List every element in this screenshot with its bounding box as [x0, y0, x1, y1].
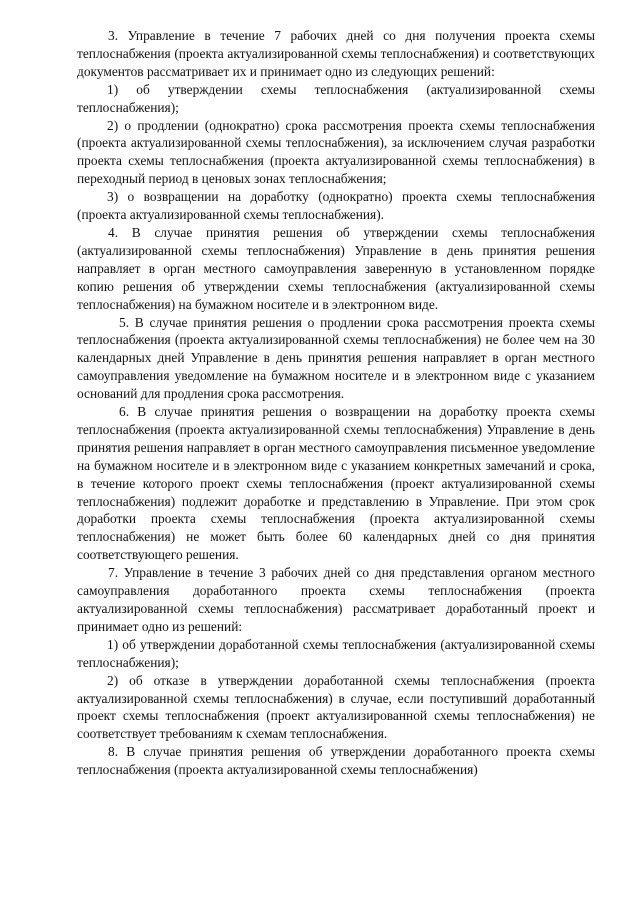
paragraph-item-6: 6. В случае принятия решения о возвращении на доработку проекта схемы теплоснабжения (проекта актуализированной схемы теплоснабжения) Управление в день принятия решения направляет в орган местного самоуправления письменное уведомление на бумажном носителе и в электронном виде с указанием конкретных замечаний и срока, в течение которого проект схемы теплоснабжения (проект актуализированной схемы теплоснабжения) подлежит доработке и представлению в Управление. При этом срок доработки проекта схемы теплоснабжения (проекта актуализированной схемы теплоснабжения) не может быть более 60 календарных дней со дня принятия соответствующего решения.	[77, 404, 595, 563]
paragraph-item-5: 5. В случае принятия решения о продлении срока рассмотрения проекта схемы теплоснабжения (проекта актуализированной схемы теплоснабжения) не более чем на 30 календарных дней Управление в день принятия решения направляет в орган местного самоуправления уведомление на бумажном носителе и в электронном виде с указанием оснований для продления срока рассмотрения.	[77, 314, 595, 402]
paragraph-item-3: 3. Управление в течение 7 рабочих дней со дня получения проекта схемы теплоснабжения (проекта актуализированной схемы теплоснабжения) и соответствующих документов рассматривает их и принимает одно из следующих решений:	[77, 28, 595, 79]
subitem-3-return: 3) о возвращении на доработку (однократно) проекта схемы теплоснабжения (проекта актуализированной схемы теплоснабжения).	[77, 189, 595, 223]
document-page	[77, 27, 595, 779]
paragraph-item-7: 7. Управление в течение 3 рабочих дней со дня представления органом местного самоуправления доработанного проекта схемы теплоснабжения (проекта актуализированной схемы теплоснабжения) рассматривает доработанный проект и принимает одно из решений:	[77, 565, 595, 634]
paragraph-item-4: 4. В случае принятия решения об утверждении схемы теплоснабжения (актуализированной схемы теплоснабжения) Управление в день принятия решения направляет в орган местного самоуправления заверенную в установленном порядке копию решения об утверждении схемы теплоснабжения (актуализированной схемы теплоснабжения) на бумажном носителе и в электронном виде.	[77, 224, 595, 312]
subitem-2-extension: 2) о продлении (однократно) срока рассмотрения проекта схемы теплоснабжения (проекта актуализированной схемы теплоснабжения), за исключением случая разработки проекта схемы теплоснабжения (проекта актуализированной схемы теплоснабжения) в переходный период в ценовых зонах теплоснабжения;	[77, 117, 595, 187]
paragraph-item-8: 8. В случае принятия решения об утверждении доработанного проекта схемы теплоснабжения (проекта актуализированной схемы теплоснабжения)	[77, 744, 595, 778]
subitem-1-approval: 1) об утверждении схемы теплоснабжения (актуализированной схемы теплоснабжения);	[77, 81, 595, 115]
subitem-2-refuse-revised: 2) об отказе в утверждении доработанной схемы теплоснабжения (проекта актуализированной схемы теплоснабжения) в случае, если поступивший доработанный проект схемы теплоснабжения (проект актуализированной схемы теплоснабжения) не соответствует требованиям к схемам теплоснабжения.	[77, 672, 595, 742]
subitem-1-approve-revised: 1) об утверждении доработанной схемы теплоснабжения (актуализированной схемы теплоснабжения);	[77, 636, 595, 670]
